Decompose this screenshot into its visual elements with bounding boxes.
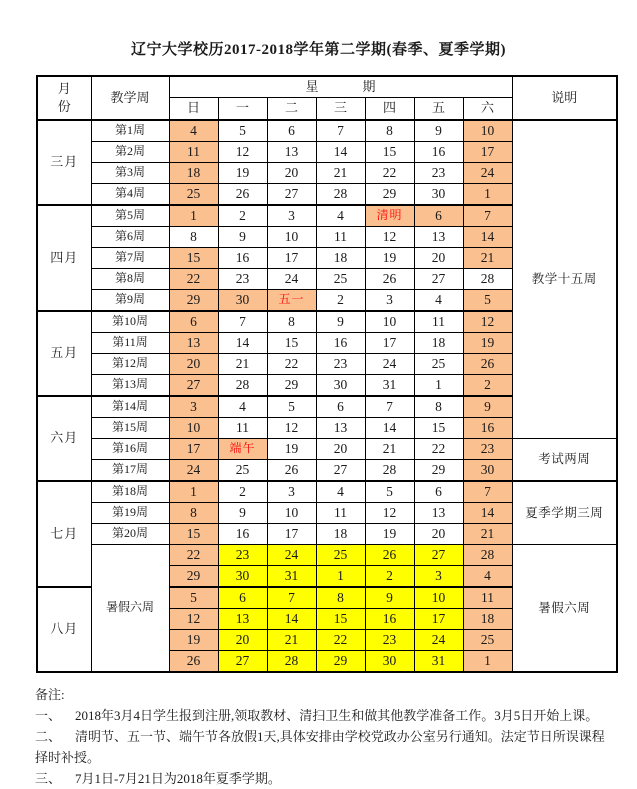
day-cell: 22: [365, 163, 414, 184]
day-cell: 28: [316, 184, 365, 206]
day-cell: 27: [316, 460, 365, 482]
day-cell: 9: [218, 227, 267, 248]
day-cell: 27: [169, 375, 218, 397]
day-cell: 29: [169, 566, 218, 588]
week-label-cell: 暑假六周: [91, 545, 169, 673]
week-label-cell: 第14周: [91, 396, 169, 418]
day-cell: 21: [316, 163, 365, 184]
day-cell: 6: [169, 311, 218, 333]
day-cell: 14: [365, 418, 414, 439]
week-label-cell: 第6周: [91, 227, 169, 248]
day-cell: 1: [463, 184, 512, 206]
day-cell: 5: [365, 481, 414, 503]
day-cell: 6: [267, 120, 316, 142]
day-cell: 13: [414, 227, 463, 248]
day-cell: 20: [169, 354, 218, 375]
day-cell: 11: [218, 418, 267, 439]
day-cell: 4: [414, 290, 463, 312]
day-cell: 27: [414, 269, 463, 290]
note-text: 2018年3月4日学生报到注册,领取教材、清扫卫生和做其他教学准备工作。3月5日开始上课。: [75, 708, 599, 724]
day-cell: 8: [169, 227, 218, 248]
day-cell: 12: [463, 311, 512, 333]
day-cell: 23: [218, 545, 267, 566]
week-label-cell: 第17周: [91, 460, 169, 482]
day-cell: 2: [218, 481, 267, 503]
day-cell: 30: [365, 651, 414, 673]
day-cell: 18: [316, 524, 365, 545]
holiday-cell: 五一: [267, 290, 316, 312]
day-cell: 31: [414, 651, 463, 673]
day-cell: 16: [414, 142, 463, 163]
day-cell: 11: [463, 587, 512, 609]
day-cell: 11: [316, 227, 365, 248]
day-cell: 8: [365, 120, 414, 142]
day-cell: 21: [463, 248, 512, 269]
day-cell: 3: [267, 481, 316, 503]
header-day: 日: [169, 98, 218, 121]
day-cell: 3: [169, 396, 218, 418]
header-day: 二: [267, 98, 316, 121]
day-cell: 24: [365, 354, 414, 375]
day-cell: 26: [365, 269, 414, 290]
day-cell: 30: [463, 460, 512, 482]
day-cell: 6: [414, 205, 463, 227]
day-cell: 1: [414, 375, 463, 397]
note-item: [35, 705, 611, 726]
day-cell: 22: [169, 269, 218, 290]
note-cell: 夏季学期三周: [512, 481, 617, 545]
day-cell: 20: [414, 524, 463, 545]
note-cell: 暑假六周: [512, 545, 617, 673]
day-cell: 16: [316, 333, 365, 354]
header-note-column: 说明: [512, 76, 617, 120]
header-month-column: [37, 76, 91, 120]
note-cell: 教学十五周: [512, 120, 617, 439]
day-cell: 16: [463, 418, 512, 439]
notes-section: [35, 684, 611, 789]
day-cell: 27: [267, 184, 316, 206]
day-cell: 10: [267, 227, 316, 248]
day-cell: 8: [267, 311, 316, 333]
week-label-cell: 第12周: [91, 354, 169, 375]
day-cell: 21: [365, 439, 414, 460]
day-cell: 16: [218, 248, 267, 269]
day-cell: 1: [463, 651, 512, 673]
header-day: 五: [414, 98, 463, 121]
day-cell: 13: [267, 142, 316, 163]
day-cell: 18: [463, 609, 512, 630]
day-cell: 28: [365, 460, 414, 482]
day-cell: 9: [365, 587, 414, 609]
day-cell: 2: [316, 290, 365, 312]
table-header: [37, 76, 617, 120]
day-cell: 9: [316, 311, 365, 333]
day-cell: 16: [218, 524, 267, 545]
day-cell: 12: [169, 609, 218, 630]
day-cell: 2: [218, 205, 267, 227]
day-cell: 24: [267, 269, 316, 290]
day-cell: 20: [414, 248, 463, 269]
month-cell: 八月: [37, 587, 91, 672]
day-cell: 14: [218, 333, 267, 354]
day-cell: 24: [267, 545, 316, 566]
day-cell: 7: [463, 205, 512, 227]
day-cell: 2: [365, 566, 414, 588]
week-label-cell: 第10周: [91, 311, 169, 333]
day-cell: 21: [218, 354, 267, 375]
day-cell: 23: [414, 163, 463, 184]
day-cell: 15: [169, 524, 218, 545]
day-cell: 11: [169, 142, 218, 163]
day-cell: 7: [267, 587, 316, 609]
week-label-cell: 第15周: [91, 418, 169, 439]
day-cell: 23: [365, 630, 414, 651]
day-cell: 29: [169, 290, 218, 312]
day-cell: 26: [463, 354, 512, 375]
header-day: 四: [365, 98, 414, 121]
day-cell: 29: [267, 375, 316, 397]
note-cell: 考试两周: [512, 439, 617, 482]
day-cell: 18: [316, 248, 365, 269]
month-cell: 四月: [37, 205, 91, 311]
note-number: 一、: [35, 708, 62, 724]
day-cell: 5: [463, 290, 512, 312]
day-cell: 14: [267, 609, 316, 630]
day-cell: 11: [414, 311, 463, 333]
day-cell: 26: [218, 184, 267, 206]
day-cell: 12: [267, 418, 316, 439]
day-cell: 15: [365, 142, 414, 163]
day-cell: 9: [218, 503, 267, 524]
week-label-cell: 第7周: [91, 248, 169, 269]
day-cell: 18: [169, 163, 218, 184]
day-cell: 28: [218, 375, 267, 397]
day-cell: 4: [169, 120, 218, 142]
day-cell: 8: [169, 503, 218, 524]
day-cell: 10: [463, 120, 512, 142]
week-label-cell: 第18周: [91, 481, 169, 503]
day-cell: 15: [267, 333, 316, 354]
day-cell: 16: [365, 609, 414, 630]
day-cell: 22: [414, 439, 463, 460]
holiday-cell: 清明: [365, 205, 414, 227]
day-cell: 26: [365, 545, 414, 566]
day-cell: 18: [414, 333, 463, 354]
day-cell: 14: [316, 142, 365, 163]
day-cell: 23: [316, 354, 365, 375]
day-cell: 8: [316, 587, 365, 609]
week-label-cell: 第9周: [91, 290, 169, 312]
day-cell: 7: [316, 120, 365, 142]
day-cell: 20: [267, 163, 316, 184]
day-cell: 15: [316, 609, 365, 630]
day-cell: 10: [365, 311, 414, 333]
note-number: 三、: [35, 771, 62, 787]
day-cell: 1: [169, 481, 218, 503]
day-cell: 5: [267, 396, 316, 418]
day-cell: 17: [365, 333, 414, 354]
day-cell: 10: [414, 587, 463, 609]
header-month-label: 月份: [57, 80, 71, 114]
day-cell: 7: [463, 481, 512, 503]
day-cell: 19: [365, 248, 414, 269]
day-cell: 29: [414, 460, 463, 482]
day-cell: 22: [267, 354, 316, 375]
day-cell: 26: [169, 651, 218, 673]
day-cell: 4: [463, 566, 512, 588]
week-label-cell: 第1周: [91, 120, 169, 142]
day-cell: 21: [463, 524, 512, 545]
day-cell: 22: [169, 545, 218, 566]
day-cell: 30: [218, 290, 267, 312]
day-cell: 11: [316, 503, 365, 524]
day-cell: 28: [463, 269, 512, 290]
day-cell: 25: [316, 269, 365, 290]
header-day: 三: [316, 98, 365, 121]
day-cell: 6: [218, 587, 267, 609]
day-cell: 5: [169, 587, 218, 609]
note-text: 7月1日-7月21日为2018年夏季学期。: [75, 771, 281, 787]
day-cell: 30: [316, 375, 365, 397]
week-label-cell: 第20周: [91, 524, 169, 545]
day-cell: 17: [169, 439, 218, 460]
day-cell: 27: [218, 651, 267, 673]
month-cell: 三月: [37, 120, 91, 205]
note-item: [35, 726, 611, 768]
day-cell: 19: [218, 163, 267, 184]
day-cell: 31: [267, 566, 316, 588]
day-cell: 20: [316, 439, 365, 460]
day-cell: 29: [365, 184, 414, 206]
day-cell: 9: [463, 396, 512, 418]
day-cell: 21: [267, 630, 316, 651]
day-cell: 10: [169, 418, 218, 439]
calendar-row: [37, 545, 617, 566]
day-cell: 19: [267, 439, 316, 460]
day-cell: 22: [316, 630, 365, 651]
week-label-cell: 第4周: [91, 184, 169, 206]
holiday-cell: 端午: [218, 439, 267, 460]
week-label-cell: 第13周: [91, 375, 169, 397]
day-cell: 12: [365, 503, 414, 524]
day-cell: 23: [463, 439, 512, 460]
month-cell: 六月: [37, 396, 91, 481]
week-label-cell: 第8周: [91, 269, 169, 290]
day-cell: 3: [267, 205, 316, 227]
day-cell: 9: [414, 120, 463, 142]
note-text: 清明节、五一节、端午节各放假1天,具体安排由学校党政办公室另行通知。法定节日所误课程择时补授。: [35, 729, 605, 766]
day-cell: 4: [316, 205, 365, 227]
day-cell: 24: [414, 630, 463, 651]
day-cell: 12: [365, 227, 414, 248]
week-label-cell: 第3周: [91, 163, 169, 184]
header-week-group-label: 星期: [305, 78, 420, 94]
day-cell: 14: [463, 503, 512, 524]
header-week-group: [169, 76, 512, 98]
day-cell: 25: [463, 630, 512, 651]
day-cell: 17: [463, 142, 512, 163]
day-cell: 19: [365, 524, 414, 545]
day-cell: 7: [218, 311, 267, 333]
header-day: 一: [218, 98, 267, 121]
day-cell: 20: [218, 630, 267, 651]
day-cell: 17: [267, 524, 316, 545]
day-cell: 17: [414, 609, 463, 630]
day-cell: 2: [463, 375, 512, 397]
academic-calendar-table: [36, 75, 618, 673]
day-cell: 10: [267, 503, 316, 524]
day-cell: 28: [463, 545, 512, 566]
day-cell: 25: [218, 460, 267, 482]
day-cell: 14: [463, 227, 512, 248]
day-cell: 13: [169, 333, 218, 354]
week-label-cell: 第5周: [91, 205, 169, 227]
month-cell: 五月: [37, 311, 91, 396]
day-cell: 12: [218, 142, 267, 163]
day-cell: 19: [169, 630, 218, 651]
day-cell: 29: [316, 651, 365, 673]
day-cell: 1: [169, 205, 218, 227]
calendar-row: [37, 439, 617, 460]
day-cell: 31: [365, 375, 414, 397]
day-cell: 13: [218, 609, 267, 630]
day-cell: 6: [316, 396, 365, 418]
day-cell: 3: [414, 566, 463, 588]
calendar-row: [37, 481, 617, 503]
day-cell: 30: [218, 566, 267, 588]
day-cell: 15: [414, 418, 463, 439]
day-cell: 4: [218, 396, 267, 418]
week-label-cell: 第2周: [91, 142, 169, 163]
day-cell: 25: [316, 545, 365, 566]
day-cell: 19: [463, 333, 512, 354]
day-cell: 30: [414, 184, 463, 206]
day-cell: 13: [316, 418, 365, 439]
day-cell: 8: [414, 396, 463, 418]
day-cell: 5: [218, 120, 267, 142]
day-cell: 24: [169, 460, 218, 482]
month-cell: 七月: [37, 481, 91, 587]
day-cell: 25: [414, 354, 463, 375]
day-cell: 23: [218, 269, 267, 290]
day-cell: 13: [414, 503, 463, 524]
week-label-cell: 第19周: [91, 503, 169, 524]
day-cell: 6: [414, 481, 463, 503]
day-cell: 24: [463, 163, 512, 184]
day-cell: 27: [414, 545, 463, 566]
calendar-row: [37, 120, 617, 142]
day-cell: 17: [267, 248, 316, 269]
day-cell: 1: [316, 566, 365, 588]
page-title: 辽宁大学校历2017-2018学年第二学期(春季、夏季学期): [131, 42, 506, 58]
notes-heading: 备注:: [35, 687, 65, 702]
note-item: [35, 768, 611, 789]
day-cell: 7: [365, 396, 414, 418]
day-cell: 26: [267, 460, 316, 482]
note-number: 二、: [35, 729, 62, 745]
day-cell: 28: [267, 651, 316, 673]
week-label-cell: 第16周: [91, 439, 169, 460]
day-cell: 15: [169, 248, 218, 269]
week-label-cell: 第11周: [91, 333, 169, 354]
day-cell: 25: [169, 184, 218, 206]
day-cell: 4: [316, 481, 365, 503]
calendar-body: [37, 120, 617, 672]
day-cell: 3: [365, 290, 414, 312]
header-day: 六: [463, 98, 512, 121]
header-teaching-week: 教学周: [91, 76, 169, 120]
